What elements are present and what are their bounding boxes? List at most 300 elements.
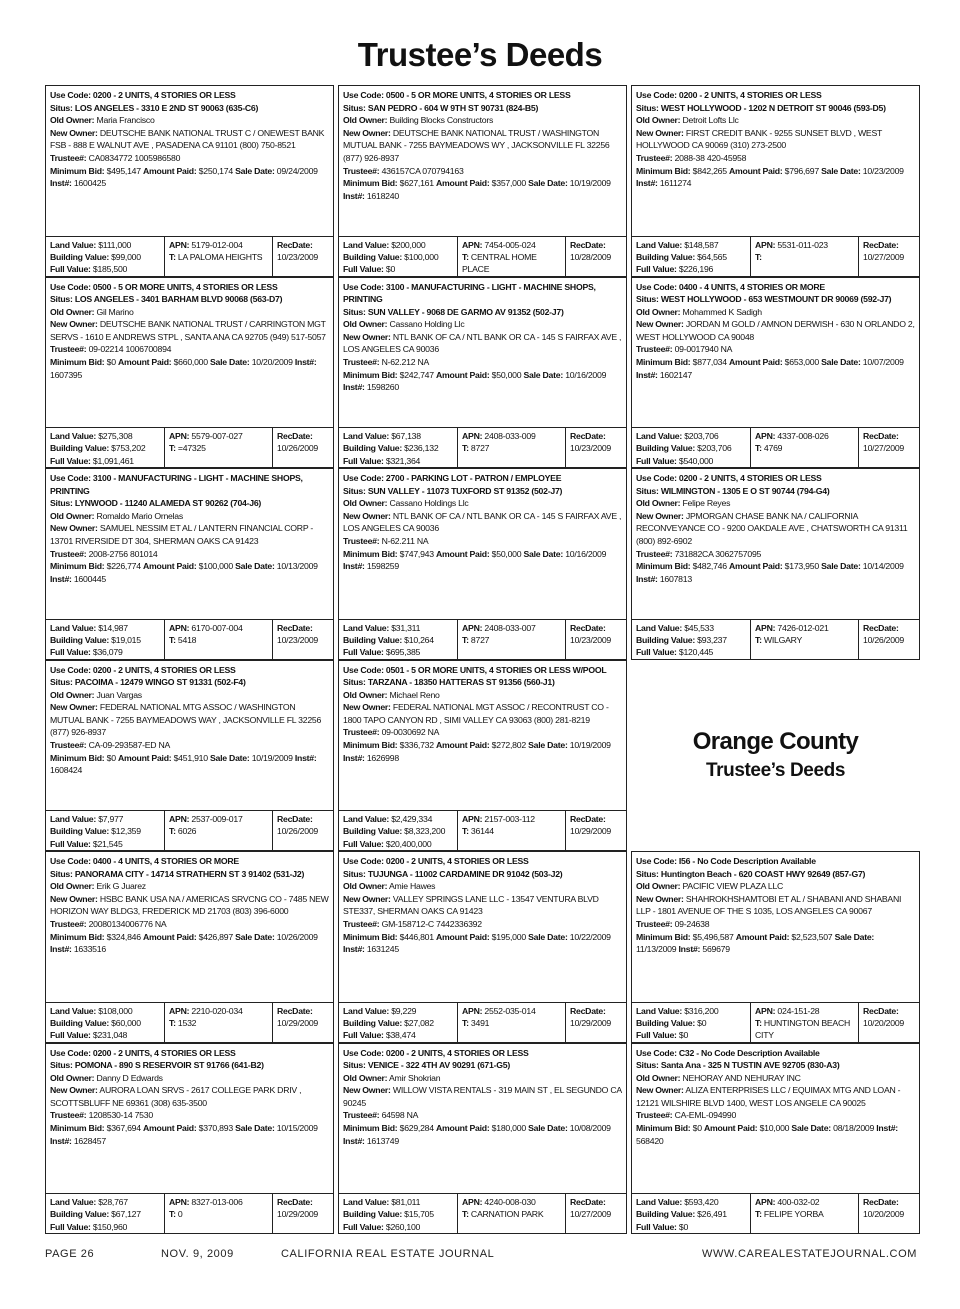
parcel-column: [164, 1194, 272, 1233]
values-column: [632, 428, 750, 467]
sale_date-label: Sale Date:: [821, 561, 861, 572]
use_code-value: 0200 - 2 UNITS, 4 STORIES OR LESS: [385, 856, 529, 866]
deed-details: [339, 852, 626, 1002]
use-code-line: [50, 1047, 330, 1060]
building_value-label: Building Value:: [50, 251, 109, 262]
situs-value: SUN VALLEY - 9068 DE GARMO AV 91352 (502-J7): [367, 306, 564, 317]
full_value-label: Full Value:: [50, 455, 91, 466]
situs-value: SAN PEDRO - 604 W 9TH ST 90731 (824-B5): [367, 102, 539, 113]
deed-details: [339, 469, 626, 619]
situs-line: [343, 102, 623, 115]
new-owner-line: [343, 331, 623, 356]
apn-label: APN:: [169, 1197, 190, 1207]
use-code-line: [636, 89, 916, 102]
old_owner-value: Juan Vargas: [96, 689, 142, 700]
deed-record: [338, 468, 627, 660]
t-label: T:: [462, 1017, 469, 1028]
old_owner-label: Old Owner:: [343, 881, 388, 892]
old_owner-label: Old Owner:: [50, 306, 95, 317]
use_code-value: 3100 - MANUFACTURING - LIGHT - MACHINE SHOPS, PRINTING: [50, 473, 303, 496]
t-value: FELIPE YORBA: [763, 1209, 824, 1220]
recdate-value: 10/27/2009: [863, 443, 904, 454]
full_value-value: $321,364: [385, 455, 421, 466]
values-column: [632, 237, 750, 276]
situs-line: [343, 306, 623, 319]
inst-label: Inst#:: [343, 561, 365, 572]
situs-label: Situs:: [343, 677, 366, 688]
land_value-value: $203,706: [684, 431, 719, 441]
situs-value: PANORAMA CITY - 14714 STRATHERN ST 3 91402 (531-J2): [74, 868, 305, 879]
recdate-label: RecDate:: [277, 622, 313, 633]
values-column: [46, 1003, 164, 1042]
deed-details: [46, 278, 333, 428]
section-title: Orange County: [692, 728, 859, 756]
new-owner-line: [343, 510, 623, 535]
parcel-column: [750, 428, 858, 467]
min_bid-value: $627,161: [399, 178, 434, 189]
parcel-column: [164, 428, 272, 467]
recdate-column: [565, 620, 626, 659]
recdate-column: [272, 1194, 333, 1233]
apn-label: APN:: [755, 431, 776, 441]
land_value-value: $2,429,334: [391, 814, 433, 824]
amount_paid-value: $173,950: [784, 561, 819, 572]
sale-line: [636, 165, 916, 190]
full_value-value: $1,091,461: [92, 455, 134, 466]
use_code-label: Use Code:: [343, 1047, 384, 1058]
recdate-column: [272, 428, 333, 467]
recdate-column: [272, 620, 333, 659]
trustee-label: Trustee#:: [343, 535, 380, 546]
new-owner-line: [50, 1084, 330, 1109]
amount_paid-label: Amount Paid:: [436, 1123, 490, 1134]
building_value-value: $753,202: [111, 443, 146, 454]
land_value-label: Land Value:: [50, 1197, 97, 1207]
values-column: [339, 237, 457, 276]
apn-label: APN:: [755, 622, 776, 633]
recdate-column: [565, 237, 626, 276]
amount_paid-value: $272,802: [491, 740, 526, 751]
land_value-value: $9,229: [391, 1005, 417, 1016]
deed-record: [631, 468, 920, 660]
situs-line: [343, 1059, 623, 1072]
old-owner-line: [50, 306, 330, 319]
use_code-label: Use Code:: [343, 664, 384, 675]
recdate-label: RecDate:: [277, 239, 313, 250]
old_owner-value: Romaldo Mario Ornelas: [96, 510, 183, 521]
t-label: T:: [755, 1017, 762, 1028]
value-summary: [632, 1002, 919, 1042]
old_owner-value: NEHORAY AND NEHURAY INC: [682, 1072, 801, 1083]
apn-value: 2537-009-017: [191, 814, 243, 824]
land_value-value: $28,767: [98, 1197, 128, 1207]
parcel-column: [457, 237, 565, 276]
use_code-value: 0501 - 5 OR MORE UNITS, 4 STORIES OR LESS W/POOL: [385, 664, 607, 675]
sale-line: [50, 931, 330, 956]
land_value-label: Land Value:: [343, 1005, 390, 1016]
old_owner-value: Mohammed K Sadigh: [682, 306, 762, 317]
sale_date-label: Sale Date:: [834, 931, 875, 942]
deed-record: [45, 277, 334, 469]
new_owner-label: New Owner:: [636, 510, 684, 521]
sale_date-value: 10/13/2009: [276, 561, 318, 572]
t-label: T:: [169, 826, 176, 837]
land_value-label: Land Value:: [50, 622, 97, 633]
sale_date-label: Sale Date:: [235, 931, 275, 942]
sale_date-value: 10/16/2009: [565, 548, 607, 559]
full_value-value: $0: [385, 264, 396, 275]
land_value-label: Land Value:: [636, 239, 683, 250]
min_bid-value: $242,747: [399, 369, 434, 380]
min_bid-value: $367,694: [106, 1123, 141, 1134]
trustee-line: [343, 918, 623, 931]
apn-value: 2552-035-014: [484, 1005, 536, 1016]
amount_paid-label: Amount Paid:: [729, 165, 783, 176]
full_value-label: Full Value:: [50, 838, 91, 849]
old-owner-line: [50, 1072, 330, 1085]
min_bid-label: Minimum Bid:: [636, 561, 691, 572]
inst-value: 1628457: [73, 1135, 106, 1146]
t-value: 6026: [177, 826, 197, 837]
amount_paid-value: $100,000: [198, 561, 233, 572]
t-value: 5418: [177, 634, 197, 645]
trustee-label: Trustee#:: [343, 1110, 380, 1121]
amount_paid-label: Amount Paid:: [117, 357, 172, 368]
use-code-line: [343, 855, 623, 868]
value-summary: [339, 427, 626, 467]
full_value-value: $260,100: [385, 1221, 421, 1232]
full_value-label: Full Value:: [636, 1221, 677, 1232]
t-value: WILGARY: [763, 634, 803, 645]
full_value-label: Full Value:: [636, 455, 677, 466]
new_owner-label: New Owner:: [343, 510, 391, 521]
inst-value: 1631245: [366, 944, 399, 955]
trustee-line: [636, 918, 916, 931]
old-owner-line: [636, 1072, 916, 1085]
deed-record: [45, 660, 334, 852]
old-owner-line: [343, 1072, 623, 1085]
t-value: =47325: [177, 443, 206, 454]
deed-record: [45, 851, 334, 1043]
sale_date-value: 10/07/2009: [862, 357, 904, 368]
amount_paid-value: $796,697: [784, 165, 819, 176]
t-label: T:: [462, 1209, 469, 1220]
t-label: T:: [755, 443, 762, 454]
recdate-value: 10/27/2009: [863, 251, 904, 262]
land_value-value: $316,200: [684, 1005, 719, 1016]
min_bid-label: Minimum Bid:: [343, 931, 398, 942]
amount_paid-value: $660,000: [173, 357, 208, 368]
values-column: [632, 1003, 750, 1042]
website-link[interactable]: WWW.CAREALESTATEJOURNAL.COM: [701, 1248, 917, 1260]
sale_date-value: 08/18/2009: [833, 1123, 875, 1134]
amount_paid-label: Amount Paid:: [703, 1123, 758, 1134]
value-summary: [46, 236, 333, 276]
new-owner-line: [636, 510, 916, 548]
situs-line: [343, 676, 623, 689]
new_owner-value: FEDERAL NATIONAL MTG ASSOC / WASHINGTON MUTUAL BANK - 7255 BAYMEADOWS WAY , JACKSONVILLE FL 32256 (877) 926-8937: [50, 702, 322, 738]
sale-line: [636, 560, 916, 585]
amount_paid-label: Amount Paid:: [729, 357, 783, 368]
min_bid-value: $877,034: [692, 357, 727, 368]
new_owner-value: JPMORGAN CHASE BANK NA / CALIFORNIA RECONVEYANCE CO - 9200 OAKDALE AVE , CHATSWORTH CA 91311 (800) 892-6902: [636, 510, 908, 546]
recdate-label: RecDate:: [863, 1005, 899, 1016]
trustee-value: 2088-38 420-45958: [674, 152, 747, 163]
values-column: [339, 620, 457, 659]
t-label: T:: [169, 443, 176, 454]
land_value-label: Land Value:: [343, 814, 390, 824]
old-owner-line: [50, 689, 330, 702]
use-code-line: [636, 472, 916, 485]
new-owner-line: [50, 893, 330, 918]
building_value-value: $236,132: [404, 443, 439, 454]
deed-record: [45, 85, 334, 277]
min_bid-value: $629,284: [399, 1123, 434, 1134]
sale_date-label: Sale Date:: [528, 931, 568, 942]
recdate-value: 10/29/2009: [277, 1017, 318, 1028]
t-value: LA PALOMA HEIGHTS: [177, 251, 263, 262]
building_value-value: $15,705: [404, 1209, 434, 1220]
values-column: [46, 1194, 164, 1233]
building_value-label: Building Value:: [50, 634, 109, 645]
apn-label: APN:: [169, 431, 190, 441]
new-owner-line: [50, 127, 330, 152]
values-column: [339, 1194, 457, 1233]
situs-value: LYNWOOD - 11240 ALAMEDA ST 90262 (704-J6): [74, 498, 262, 509]
building_value-value: $93,237: [697, 634, 727, 645]
value-summary: [339, 810, 626, 850]
deed-record: [631, 277, 920, 469]
situs-line: [343, 485, 623, 498]
trustee-value: 09-24638: [674, 918, 710, 929]
deed-record: [338, 1043, 627, 1235]
new_owner-value: DEUTSCHE BANK NATIONAL TRUST / WASHINGTON MUTUAL BANK - 7255 BAYMEADOWS WY , JACKSONVILLE FL 32256 (877) 926-8937: [343, 127, 610, 163]
new_owner-value: HSBC BANK USA NA / AMERICAS SRVCNG CO - 7485 NEW HORIZON WAY BLDG3, FREDERICK MD 21703 (803) 396-6000: [50, 893, 329, 917]
building_value-label: Building Value:: [50, 443, 109, 454]
apn-value: 400-032-02: [777, 1197, 820, 1207]
min_bid-label: Minimum Bid:: [50, 357, 105, 368]
new-owner-line: [636, 127, 916, 152]
min_bid-label: Minimum Bid:: [343, 740, 398, 751]
recdate-value: 10/27/2009: [570, 1209, 611, 1220]
recdate-label: RecDate:: [570, 814, 606, 824]
use-code-line: [636, 855, 916, 868]
min_bid-label: Minimum Bid:: [636, 1123, 691, 1134]
use-code-line: [343, 281, 623, 306]
old_owner-value: Amir Shokrian: [389, 1072, 441, 1083]
recdate-value: 10/26/2009: [863, 634, 904, 645]
apn-label: APN:: [462, 622, 483, 633]
t-label: T:: [169, 1017, 176, 1028]
use-code-line: [343, 89, 623, 102]
old_owner-label: Old Owner:: [50, 510, 95, 521]
situs-line: [636, 102, 916, 115]
recdate-label: RecDate:: [570, 239, 606, 250]
min_bid-label: Minimum Bid:: [636, 357, 691, 368]
sale-line: [343, 369, 623, 394]
use_code-label: Use Code:: [636, 90, 677, 100]
parcel-column: [457, 620, 565, 659]
amount_paid-label: Amount Paid:: [436, 369, 490, 380]
t-label: T:: [755, 634, 762, 645]
value-summary: [632, 427, 919, 467]
full_value-value: $0: [678, 1221, 689, 1232]
building_value-value: $203,706: [697, 443, 732, 454]
trustee-label: Trustee#:: [343, 727, 380, 738]
new_owner-label: New Owner:: [636, 319, 684, 330]
use_code-value: 0200 - 2 UNITS, 4 STORIES OR LESS: [92, 90, 236, 100]
sale_date-value: 10/16/2009: [565, 369, 607, 380]
parcel-column: [750, 620, 858, 659]
trustee-value: 09-0030692 NA: [381, 727, 440, 738]
amount_paid-label: Amount Paid:: [436, 178, 490, 189]
values-column: [339, 428, 457, 467]
recdate-column: [272, 1003, 333, 1042]
full_value-label: Full Value:: [343, 264, 384, 275]
situs-line: [50, 497, 330, 510]
inst-label: Inst#:: [50, 573, 72, 584]
value-summary: [46, 1002, 333, 1042]
trustee-line: [50, 548, 330, 561]
value-summary: [46, 810, 333, 850]
use-code-line: [343, 472, 623, 485]
sale_date-label: Sale Date:: [523, 548, 564, 559]
full_value-value: $21,545: [92, 838, 123, 849]
inst-value: 1600445: [73, 573, 106, 584]
t-label: T:: [169, 1209, 176, 1220]
apn-value: 2408-033-007: [484, 622, 536, 633]
full_value-value: $150,960: [92, 1221, 128, 1232]
orange-county-heading: [631, 660, 920, 852]
old_owner-value: Building Blocks Constructors: [389, 115, 494, 126]
amount_paid-value: $451,910: [173, 752, 208, 763]
apn-value: 4337-008-026: [777, 431, 829, 441]
building_value-value: $26,491: [697, 1209, 727, 1220]
amount_paid-value: $653,000: [784, 357, 819, 368]
new_owner-value: JORDAN M GOLD / AMNON DERWISH - 630 N ORLANDO 2, WEST HOLLYWOOD CA 90048: [636, 319, 915, 342]
inst-value: 1633516: [73, 944, 106, 955]
t-value: 36144: [470, 826, 494, 837]
old-owner-line: [50, 880, 330, 893]
sale_date-value: 11/13/2009: [636, 944, 677, 955]
situs-value: LOS ANGELES - 3310 E 2ND ST 90063 (635-C6): [74, 102, 259, 113]
sale_date-label: Sale Date:: [235, 165, 275, 176]
values-column: [339, 1003, 457, 1042]
trustee-value: 20080134006776 NA: [88, 918, 167, 929]
new_owner-label: New Owner:: [343, 127, 391, 138]
full_value-value: $0: [678, 1030, 689, 1041]
new-owner-line: [343, 1084, 623, 1109]
use_code-value: 0200 - 2 UNITS, 4 STORIES OR LESS: [92, 664, 236, 675]
min_bid-label: Minimum Bid:: [636, 931, 691, 942]
t-value: 8727: [470, 634, 490, 645]
t-value: 1532: [177, 1017, 197, 1028]
page-number: PAGE 26: [45, 1248, 95, 1260]
land_value-label: Land Value:: [636, 1197, 683, 1207]
apn-value: 7454-005-024: [484, 239, 536, 250]
use_code-label: Use Code:: [636, 856, 677, 866]
use-code-line: [50, 664, 330, 677]
recdate-value: 10/20/2009: [863, 1209, 904, 1220]
parcel-column: [164, 811, 272, 850]
old-owner-line: [636, 497, 916, 510]
trustee-line: [343, 165, 623, 178]
trustee-value: CA-EML-094990: [674, 1110, 737, 1121]
inst-label: Inst#:: [50, 1135, 72, 1146]
situs-label: Situs:: [50, 677, 73, 688]
value-summary: [46, 619, 333, 659]
parcel-column: [750, 237, 858, 276]
use_code-value: 2700 - PARKING LOT - PATRON / EMPLOYEE: [385, 473, 562, 483]
situs-value: WEST HOLLYWOOD - 1202 N DETROIT ST 90046 (593-D5): [660, 102, 886, 113]
deed-details: [339, 661, 626, 811]
land_value-value: $45,533: [684, 622, 714, 633]
min_bid-value: $0: [692, 1123, 702, 1134]
building_value-label: Building Value:: [343, 634, 402, 645]
full_value-value: $226,196: [678, 264, 714, 275]
apn-label: APN:: [169, 239, 190, 250]
recdate-label: RecDate:: [570, 1197, 606, 1207]
amount_paid-label: Amount Paid:: [436, 548, 490, 559]
recdate-column: [565, 428, 626, 467]
t-value: 0: [177, 1209, 183, 1220]
situs-line: [50, 868, 330, 881]
new_owner-value: FEDERAL NATIONAL MGT ASSOC / RECONTRUST CO - 1800 TAPO CANYON RD , SIMI VALLEY CA 93063 (800) 281-8219: [343, 702, 609, 725]
old_owner-value: Danny D Edwards: [96, 1072, 163, 1083]
old_owner-value: Maria Francisco: [96, 115, 155, 126]
use_code-label: Use Code:: [636, 1047, 677, 1058]
old_owner-label: Old Owner:: [636, 498, 681, 509]
trustee-value: GM-158712-C 7442336392: [381, 918, 482, 929]
new-owner-line: [343, 127, 623, 165]
full_value-label: Full Value:: [343, 1221, 384, 1232]
land_value-label: Land Value:: [636, 1005, 683, 1016]
new-owner-line: [343, 701, 623, 726]
deed-record: [45, 468, 334, 660]
deed-record: [45, 1043, 334, 1235]
min_bid-label: Minimum Bid:: [50, 1123, 105, 1134]
land_value-value: $81,011: [391, 1197, 421, 1207]
full_value-label: Full Value:: [50, 647, 91, 658]
sale_date-label: Sale Date:: [528, 740, 568, 751]
situs-line: [50, 102, 330, 115]
t-label: T:: [755, 251, 762, 262]
inst-label: Inst#:: [636, 573, 658, 584]
sale_date-label: Sale Date:: [235, 1123, 275, 1134]
deed-details: [46, 86, 333, 236]
old_owner-label: Old Owner:: [50, 115, 95, 126]
inst-value: 1613749: [366, 1135, 399, 1146]
situs-value: TUJUNGA - 11002 CARDAMINE DR 91042 (503-J2): [367, 868, 563, 879]
values-column: [632, 1194, 750, 1233]
trustee-value: N-62.212 NA: [381, 357, 430, 368]
inst-label: Inst#:: [50, 178, 72, 189]
t-label: T:: [755, 1209, 762, 1220]
value-summary: [632, 1193, 919, 1233]
apn-label: APN:: [462, 814, 483, 824]
inst-label: Inst#:: [343, 752, 365, 763]
amount_paid-label: Amount Paid:: [436, 740, 490, 751]
old-owner-line: [343, 497, 623, 510]
t-label: T:: [169, 251, 176, 262]
use_code-value: 0400 - 4 UNITS, 4 STORIES OR MORE: [678, 281, 825, 292]
situs-label: Situs:: [50, 868, 73, 879]
full_value-label: Full Value:: [343, 455, 384, 466]
sale_date-value: 10/23/2009: [862, 165, 904, 176]
trustee-label: Trustee#:: [50, 344, 87, 355]
t-value: CARNATION PARK: [470, 1209, 544, 1220]
apn-value: 2210-020-034: [191, 1005, 243, 1016]
